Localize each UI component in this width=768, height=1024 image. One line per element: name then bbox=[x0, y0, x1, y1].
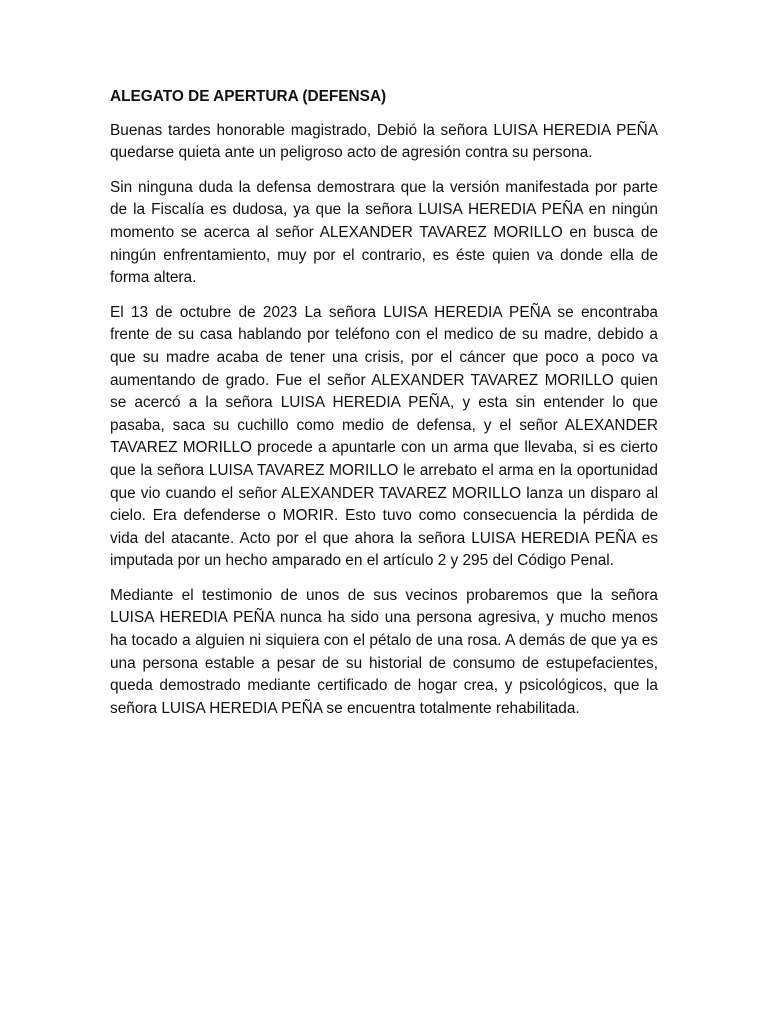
paragraph-thesis: Sin ninguna duda la defensa demostrara que la versión manifestada por parte de la Fiscalía es dudosa, ya que la señora LUISA HEREDIA PEÑA en ningún momento se acerca al señor ALEXANDER TAVAREZ MORILLO en busca de ningún enfrentamiento, muy por el contrario, es éste quien va donde ella de forma altera. bbox=[110, 178, 658, 287]
paragraph-greeting: Buenas tardes honorable magistrado, Debió la señora LUISA HEREDIA PEÑA quedarse quieta ante un peligroso acto de agresión contra su persona. bbox=[110, 121, 658, 162]
paragraph-evidence: Mediante el testimonio de unos de sus vecinos probaremos que la señora LUISA HEREDIA PEÑA nunca ha sido una persona agresiva, y mucho menos ha tocado a alguien ni siquiera con el pétalo de una rosa. A demás de que ya es una persona estable a pesar de su historial de consumo de estupefacientes, queda demostrado mediante certificado de hogar crea, y psicológicos, que la señora LUISA HEREDIA PEÑA se encuentra totalmente rehabilitada. bbox=[110, 586, 658, 717]
paragraph-facts: El 13 de octubre de 2023 La señora LUISA HEREDIA PEÑA se encontraba frente de su casa hablando por teléfono con el medico de su madre, debido a que su madre acaba de tener una crisis, por el cáncer que poco a poco va aumentando de grado. Fue el señor ALEXANDER TAVAREZ MORILLO quien se acercó a la señora LUISA HEREDIA PEÑA, y esta sin entender lo que pasaba, saca su cuchillo como medio de defensa, y el señor ALEXANDER TAVAREZ MORILLO procede a apuntarle con un arma que llevaba, si es cierto que la señora LUISA TAVAREZ MORILLO le arrebato el arma en la oportunidad que vio cuando el señor ALEXANDER TAVAREZ MORILLO lanza un disparo al cielo. Era defenderse o MORIR. Esto tuvo como consecuencia la pérdida de vida del atacante. Acto por el que ahora la señora LUISA HEREDIA PEÑA es imputada por un hecho amparado en el artículo 2 y 295 del Código Penal. bbox=[110, 303, 658, 570]
document-body bbox=[110, 86, 658, 732]
document-title: ALEGATO DE APERTURA (DEFENSA) bbox=[110, 88, 387, 105]
